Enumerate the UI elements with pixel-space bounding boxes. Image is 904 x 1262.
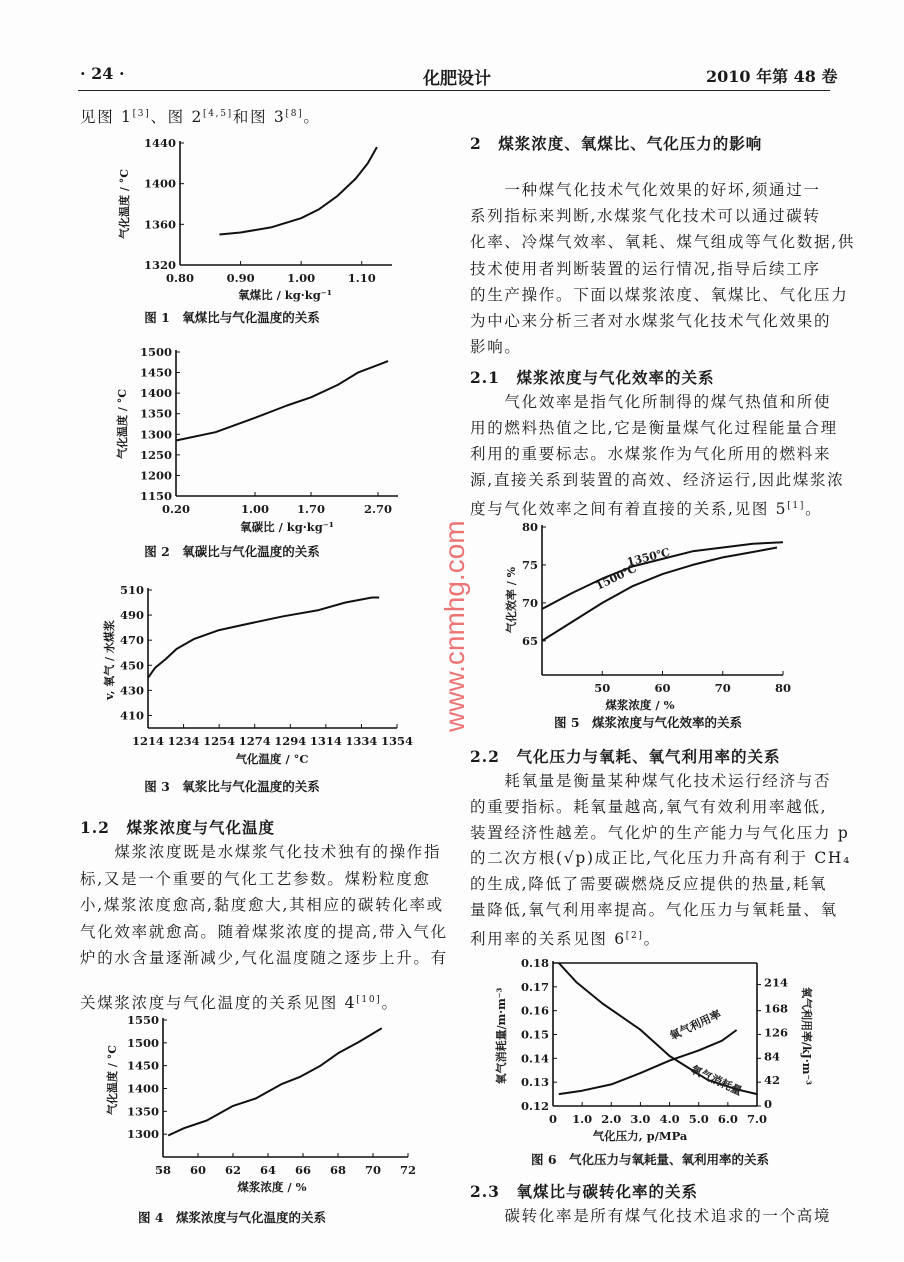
y-tick-label: 1350 <box>126 1104 159 1119</box>
x-tick-label: 3.0 <box>630 1112 651 1126</box>
y-tick-label: 450 <box>119 658 144 673</box>
body-line: 为中心来分析三者对水煤浆气化技术气化效果的 <box>470 312 832 330</box>
body-line: 炉的水含量逐渐减少,气化温度随之逐步上升。有 <box>80 949 448 967</box>
figure-caption: 图 3 氧浆比与气化温度的关系 <box>144 779 320 794</box>
x-tick-label: 80 <box>774 681 792 695</box>
x-tick-label: 68 <box>329 1163 347 1177</box>
x-tick-label: 2.0 <box>601 1112 622 1126</box>
y-right-tick-label: 126 <box>764 1025 789 1040</box>
series-label: 1500℃ <box>593 561 639 593</box>
y-tick-label: 1450 <box>126 1058 159 1073</box>
y-tick-label: 1250 <box>139 447 172 462</box>
figure-3 <box>102 583 413 794</box>
issue-label: 2010 年第 48 卷 <box>706 67 838 86</box>
y-tick-label: 490 <box>119 608 144 623</box>
y-tick-label: 1400 <box>126 1081 159 1096</box>
body-line: 小,煤浆浓度愈高,黏度愈大,其相应的碳转化率或 <box>80 896 444 914</box>
y-tick-label: 1150 <box>139 489 172 503</box>
y-tick-label: 410 <box>119 708 144 723</box>
x-tick-label: 64 <box>259 1163 277 1177</box>
body-line: 的二次方根(√p)成正比,气化压力升高有利于 CH₄ <box>470 849 852 868</box>
x-axis-label: 煤浆浓度 / % <box>605 698 675 712</box>
series-label: 1350℃ <box>625 545 672 569</box>
figure-caption: 图 6 气化压力与氧耗量、氧利用率的关系 <box>530 1152 770 1167</box>
y-tick-label: 0.15 <box>520 1027 549 1042</box>
series-line-1 <box>559 963 757 1094</box>
y-axis-label: 氧气消耗量/m·m⁻³ <box>495 987 508 1085</box>
x-tick-label: 1.10 <box>347 271 376 285</box>
y-tick-label: 430 <box>119 683 144 698</box>
y-tick-label: 1400 <box>139 386 172 401</box>
figure-caption: 图 4 煤浆浓度与气化温度的关系 <box>137 1210 327 1225</box>
y-tick-label: 1360 <box>143 217 176 232</box>
x-axis-label: 氧煤比 / kg·kg⁻¹ <box>238 288 332 302</box>
y-right-tick-label: 168 <box>764 1001 789 1016</box>
body-line: 煤浆浓度既是水煤浆气化技术独有的操作指 <box>80 843 442 861</box>
x-tick-label: 66 <box>294 1163 312 1177</box>
x-tick-label: 0.20 <box>161 502 191 516</box>
y-tick-label: 80 <box>521 520 538 534</box>
x-tick-label: 1.00 <box>240 502 270 516</box>
body-line: 技术使用者判断装置的运行情况,指导后续工序 <box>470 259 821 278</box>
journal-title: 化肥设计 <box>423 69 491 89</box>
body-line: 一种煤气化技术气化效果的好坏,须通过一 <box>470 181 821 199</box>
body-line: 气化效率是指气化所制得的煤气热值和所使 <box>470 393 832 411</box>
body-line: 系列指标来判断,水煤浆气化技术可以通过碳转 <box>470 207 821 226</box>
section-2-3-heading: 2.3 氧煤比与碳转化率的关系 <box>470 1182 698 1201</box>
x-tick-label: 6.0 <box>717 1112 738 1126</box>
body-line: 气化效率就愈高。随着煤浆浓度的提高,带入气化 <box>80 922 448 941</box>
body-line: 利用率的关系见图 6[2]。 <box>470 930 661 949</box>
body-line: 度与气化效率之间有着直接的关系,见图 5[1]。 <box>470 500 823 519</box>
y-tick-label: 470 <box>119 633 144 648</box>
x-tick-label: 50 <box>594 681 611 695</box>
body-line: 耗氧量是衡量某种煤气化技术运行经济与否 <box>470 772 832 790</box>
body-line: 量降低,氧气利用率提高。气化压力与氧耗量、氧 <box>470 901 838 919</box>
x-tick-label: 1334 <box>345 734 378 748</box>
x-tick-label: 1354 <box>380 734 414 748</box>
y-tick-label: 1300 <box>139 427 172 442</box>
y-right-axis-label: 氧气利用率/kJ·m⁻³ <box>800 987 813 1085</box>
body-line: 装置经济性越差。气化炉的生产能力与气化压力 p <box>470 823 850 842</box>
y-tick-label: 1300 <box>126 1127 159 1142</box>
body-line: 的重要指标。耗氧量越高,氧气有效利用率越低, <box>470 797 828 816</box>
x-tick-label: 0.90 <box>226 271 255 285</box>
x-tick-label: 1254 <box>203 734 236 748</box>
y-tick-label: 75 <box>521 557 538 572</box>
x-axis-label: 氧碳比 / kg·kg⁻¹ <box>240 520 334 534</box>
y-tick-label: 1320 <box>143 258 176 272</box>
y-tick-label: 510 <box>119 583 144 597</box>
x-tick-label: 1.70 <box>296 502 326 516</box>
x-tick-label: 72 <box>399 1163 417 1177</box>
x-tick-label: 1.0 <box>572 1112 593 1126</box>
series-line-1 <box>176 361 388 440</box>
y-tick-label: 0.14 <box>520 1051 549 1066</box>
x-tick-label: 1274 <box>238 734 271 748</box>
x-tick-label: 1.00 <box>287 271 316 285</box>
intro-line: 见图 1[3]、图 2[4,5]和图 3[8]。 <box>80 108 321 127</box>
y-tick-label: 1550 <box>126 1013 159 1027</box>
y-right-tick-label: 84 <box>764 1049 781 1064</box>
series-line-1 <box>219 147 377 234</box>
y-tick-label: 0.18 <box>520 956 549 970</box>
x-tick-label: 60 <box>189 1163 207 1177</box>
figure-1 <box>117 136 392 325</box>
series-line-1 <box>168 1028 382 1135</box>
series-line-1 <box>148 598 379 678</box>
y-tick-label: 0.16 <box>520 1003 549 1018</box>
x-tick-label: 0.80 <box>165 271 195 285</box>
y-axis-label: v, 氧气 / 水煤浆 <box>103 620 116 700</box>
y-right-tick-label: 214 <box>764 975 789 990</box>
y-tick-label: 70 <box>521 595 538 610</box>
y-axis-label: 气化温度 / °C <box>106 1045 119 1115</box>
figure-2 <box>115 345 398 559</box>
y-tick-label: 1440 <box>143 136 176 150</box>
figure-5 <box>504 520 791 730</box>
y-tick-label: 1450 <box>139 365 172 380</box>
section-2-2-heading: 2.2 气化压力与氧耗、氧气利用率的关系 <box>470 747 781 766</box>
y-right-tick-label: 42 <box>764 1073 781 1088</box>
body-line: 源,直接关系到装置的高效、经济运行,因此煤浆浓 <box>470 471 845 489</box>
x-tick-label: 7.0 <box>746 1112 768 1126</box>
x-tick-label: 5.0 <box>688 1112 709 1126</box>
x-tick-label: 1294 <box>274 734 307 748</box>
x-tick-label: 60 <box>654 681 671 695</box>
figure-6 <box>494 956 814 1167</box>
x-axis-label: 气化温度 / °C <box>235 752 309 766</box>
x-axis-label: 气化压力, p/MPa <box>592 1129 688 1143</box>
x-tick-label: 70 <box>364 1163 382 1177</box>
y-tick-label: 1200 <box>139 468 172 483</box>
y-tick-label: 65 <box>521 633 538 648</box>
body-line: 利用的重要标志。水煤浆作为气化所用的燃料来 <box>470 445 832 463</box>
series-label: 氧气利用率 <box>667 1007 724 1043</box>
x-axis-label: 煤浆浓度 / % <box>237 1180 307 1194</box>
x-tick-label: 58 <box>154 1163 172 1177</box>
y-axis-label: 气化温度 / °C <box>118 169 131 239</box>
y-tick-label: 1400 <box>143 176 176 191</box>
y-tick-label: 0.12 <box>520 1099 549 1113</box>
page-number: · 24 · <box>80 64 125 83</box>
body-line: 影响。 <box>470 338 522 357</box>
x-tick-label: 0 <box>548 1112 558 1126</box>
section-2-heading: 2 煤浆浓度、氧煤比、气化压力的影响 <box>470 134 763 153</box>
body-line: 的生产操作。下面以煤浆浓度、氧煤比、气化压力 <box>470 285 849 304</box>
body-line: 化率、冷煤气效率、氧耗、煤气组成等气化数据,供 <box>470 233 856 252</box>
x-tick-label: 2.70 <box>363 502 393 516</box>
section-2-1-heading: 2.1 煤浆浓度与气化效率的关系 <box>470 368 715 387</box>
series-label: 氧气消耗量 <box>688 1062 745 1098</box>
x-tick-label: 1234 <box>167 734 200 748</box>
x-tick-label: 70 <box>714 681 731 695</box>
x-tick-label: 1214 <box>131 734 165 748</box>
x-tick-label: 4.0 <box>659 1112 680 1126</box>
y-tick-label: 1500 <box>139 345 172 359</box>
figure-caption: 图 1 氧煤比与气化温度的关系 <box>144 310 320 325</box>
body-line: 关煤浆浓度与气化温度的关系见图 4[10]。 <box>80 994 399 1013</box>
figure-caption: 图 5 煤浆浓度与气化效率的关系 <box>553 715 743 730</box>
y-tick-label: 0.17 <box>520 979 549 994</box>
figure-caption: 图 2 氧碳比与气化温度的关系 <box>144 544 320 559</box>
y-tick-label: 0.13 <box>520 1075 549 1090</box>
y-right-tick-label: 0 <box>764 1097 773 1111</box>
series-line-2 <box>542 545 777 641</box>
y-tick-label: 1350 <box>139 406 172 421</box>
figure-4 <box>105 1013 416 1225</box>
section-1-2-heading: 1.2 煤浆浓度与气化温度 <box>80 818 275 837</box>
body-line: 碳转化率是所有煤气化技术追求的一个高境 <box>470 1207 832 1225</box>
y-axis-label: 气化温度 / °C <box>116 389 129 459</box>
watermark: www.cnmhg.com <box>439 520 470 732</box>
y-tick-label: 1500 <box>126 1035 159 1050</box>
y-axis-label: 气化效率 / % <box>505 566 518 634</box>
body-line: 用的燃料热值之比,它是衡量煤气化过程能量合理 <box>470 419 838 437</box>
body-line: 标,又是一个重要的气化工艺参数。煤粉粒度愈 <box>80 869 431 888</box>
x-tick-label: 62 <box>224 1163 242 1177</box>
body-line: 的生成,降低了需要碳燃烧反应提供的热量,耗氧 <box>470 875 828 894</box>
x-tick-label: 1314 <box>309 734 342 748</box>
